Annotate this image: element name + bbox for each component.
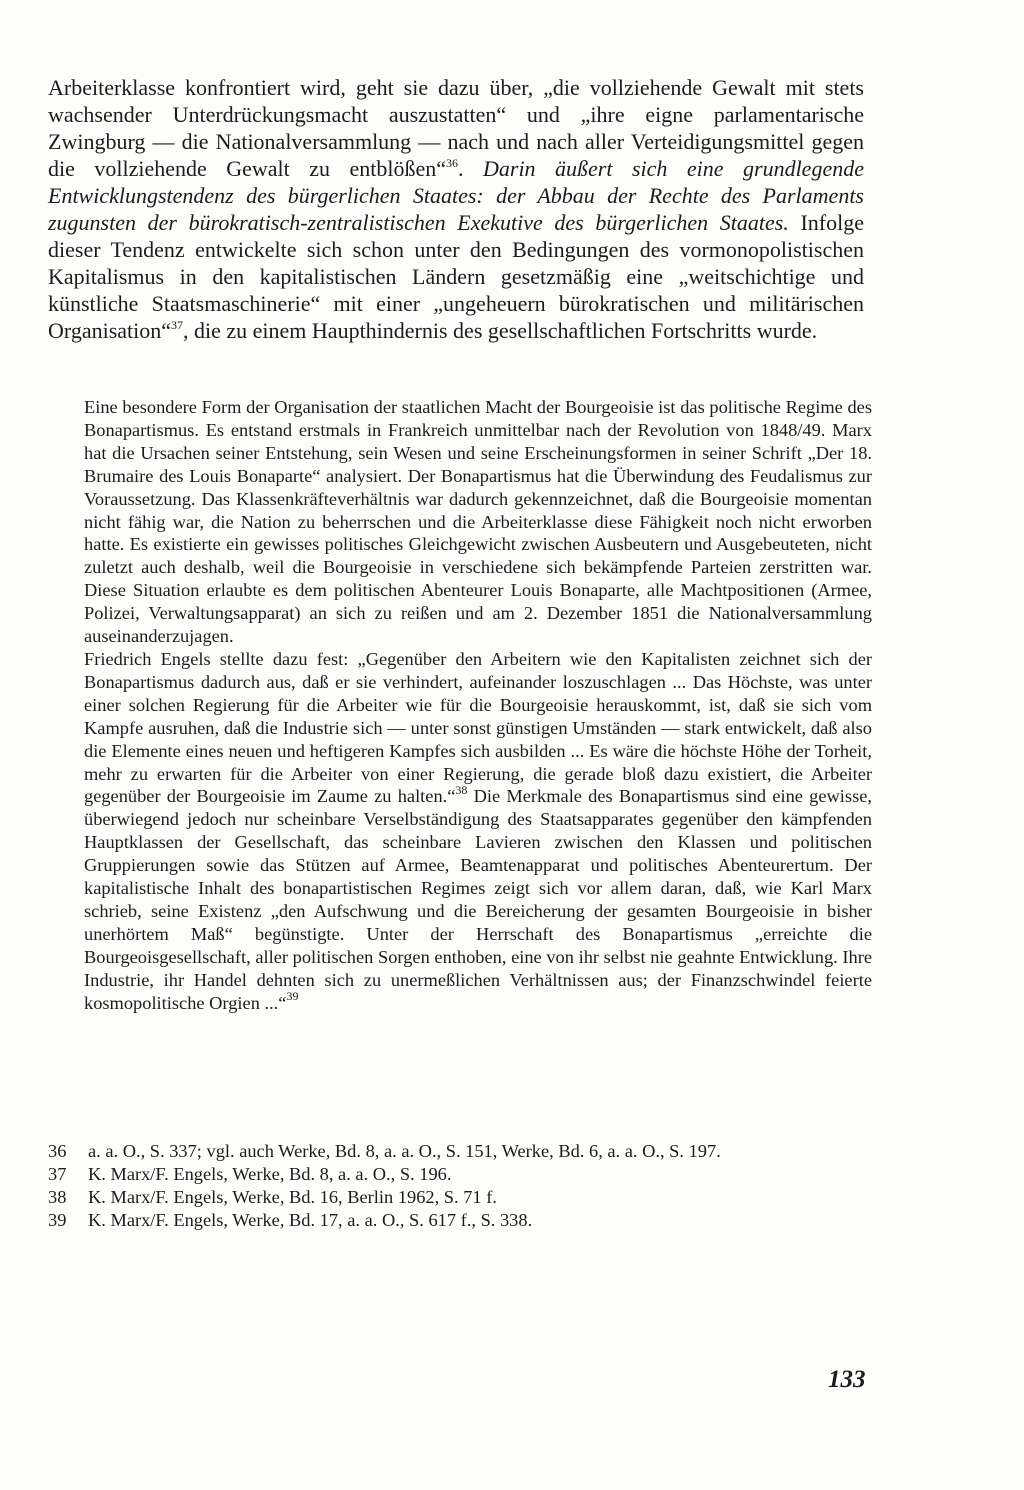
excursus-run-2: Die Merkmale des Bonapartismus sind eine gewisse, überwiegend jedoch nur scheinbare Verselbständigung des Staatsapparates gegenüber den kämpfenden Hauptklassen der Gesellschaft, das scheinbare Lavieren zwischen den Klassen und politischen Gruppierungen sowie das Stützen auf Armee, Beamtenapparat und politisches Abenteurertum. Der kapitalistische Inhalt des bonapartistischen Regimes zeigt sich vor allem daran, daß, wie Karl Marx schrieb, seine Existenz „den Aufschwung und die Bereicherung der gesamten Bourgeoisie in bisher unerhörtem Maß“ begünstigte. Unter der Herrschaft des Bonapartismus „erreichte die Bourgeoisgesellschaft, aller politischen Sorgen enthoben, eine von ihr selbst nie geahnte Entwicklung. Ihre Industrie, ihr Handel dehnten sich zu unermeßlichen Verhältnissen aus; der Finanzschwindel feierte kosmopolitische Orgien ...“ xyxy=(84,786,872,1013)
page-number: 133 xyxy=(828,1366,866,1393)
footnote-text: a. a. O., S. 337; vgl. auch Werke, Bd. 8, a. a. O., S. 151, Werke, Bd. 6, a. a. O., S. 197. xyxy=(88,1141,721,1161)
main-text-run-2: . xyxy=(458,156,483,181)
main-text-run-1: Arbeiterklasse konfrontiert wird, geht sie dazu über, „die vollziehende Gewalt mit stets wachsender Unterdrückungsmacht auszustatten“ und „ihre eigne parlamentarische Zwingburg — die Nationalversammlung — nach und nach aller Verteidigungsmittel gegen die vollziehende Gewalt zu entblößen“ xyxy=(48,75,864,181)
footnote xyxy=(48,1209,868,1232)
footnote-text: K. Marx/F. Engels, Werke, Bd. 8, a. a. O., S. 196. xyxy=(88,1164,452,1184)
main-text-run-3: Infolge dieser Tendenz entwickelte sich schon unter den Bedingungen des vormonopolistischen Kapitalismus in den kapitalistischen Ländern gesetzmäßig eine „weitschichtige und künstliche Staatsmaschinerie“ mit einer „ungeheuern bürokratischen und militärischen Organisation“ xyxy=(48,210,864,343)
italic-emphasis: Darin äußert sich eine grundlegende Entwicklungstendenz des bürgerlichen Staates: der Abbau der Rechte des Parlaments zugunsten der bürokratisch-zentralistischen Exekutive des bürgerlichen Staates. xyxy=(48,156,864,235)
footnote-number: 36 xyxy=(48,1141,67,1161)
footnotes xyxy=(48,1140,868,1232)
footnote-ref-39: 39 xyxy=(286,989,299,1004)
footnote-ref-37: 37 xyxy=(171,317,184,332)
main-text-run-4: , die zu einem Haupthindernis des gesellschaftlichen Fortschritts wurde. xyxy=(183,318,818,343)
footnote-number: 39 xyxy=(48,1210,67,1230)
footnote xyxy=(48,1186,868,1209)
excursus-run-1: Friedrich Engels stellte dazu fest: „Gegenüber den Arbeitern wie den Kapitalisten zeichnet sich der Bonapartismus dadurch aus, daß er sie verhindert, aufeinander loszuschlagen ... Das Höchste, was unter einer solchen Regierung für die Arbeiter wie für die Bourgeoisie herauskommt, ist, daß sie sich vom Kampfe ausruhen, daß die Industrie sich — unter sonst günstigen Umständen — stark entwickelt, daß also die Elemente eines neuen und heftigeren Kampfes sich ausbilden ... Es wäre die höchste Höhe der Torheit, mehr zu erwarten für die Arbeiter von einer Regierung, die gerade bloß dazu existiert, die Arbeiter gegenüber der Bourgeoisie im Zaume zu halten.“ xyxy=(84,648,872,807)
excursus-paragraph-2 xyxy=(84,648,872,1015)
footnote xyxy=(48,1140,868,1163)
footnote-text: K. Marx/F. Engels, Werke, Bd. 16, Berlin 1962, S. 71 f. xyxy=(88,1187,497,1207)
footnote-ref-36: 36 xyxy=(446,155,459,170)
excursus-paragraph-1: Eine besondere Form der Organisation der staatlichen Macht der Bourgeoisie ist das politische Regime des Bonapartismus. Es entstand erstmals in Frankreich unmittelbar nach der Revolution von 1848/49. Marx hat die Ursachen seiner Entstehung, sein Wesen und seine Erscheinungsformen in seiner Schrift „Der 18. Brumaire des Louis Bonaparte“ analysiert. Der Bonapartismus hat die Überwindung des Feudalismus zur Voraussetzung. Das Klassenkräfteverhältnis war dadurch gekennzeichnet, daß die Bourgeoisie momentan nicht fähig war, die Nation zu beherrschen und die Arbeiterklasse diese Fähigkeit noch nicht erworben hatte. Es existierte ein gewisses politisches Gleichgewicht zwischen Ausbeutern und Ausgebeuteten, nicht zuletzt auch deshalb, weil die Bourgeoisie in verschiedene sich bekämpfende Parteien zerstritten war. Diese Situation erlaubte es dem politischen Abenteurer Louis Bonaparte, alle Machtpositionen (Armee, Polizei, Verwaltungsapparat) an sich zu reißen und am 2. Dezember 1851 die Nationalversammlung auseinanderzujagen. xyxy=(84,397,872,647)
footnote-number: 38 xyxy=(48,1187,67,1207)
footnote xyxy=(48,1163,868,1186)
main-paragraph xyxy=(48,74,864,344)
footnote-ref-38: 38 xyxy=(455,783,468,798)
footnote-text: K. Marx/F. Engels, Werke, Bd. 17, a. a. O., S. 617 f., S. 338. xyxy=(88,1210,533,1230)
footnote-number: 37 xyxy=(48,1164,67,1184)
excursus-block xyxy=(84,396,872,1014)
